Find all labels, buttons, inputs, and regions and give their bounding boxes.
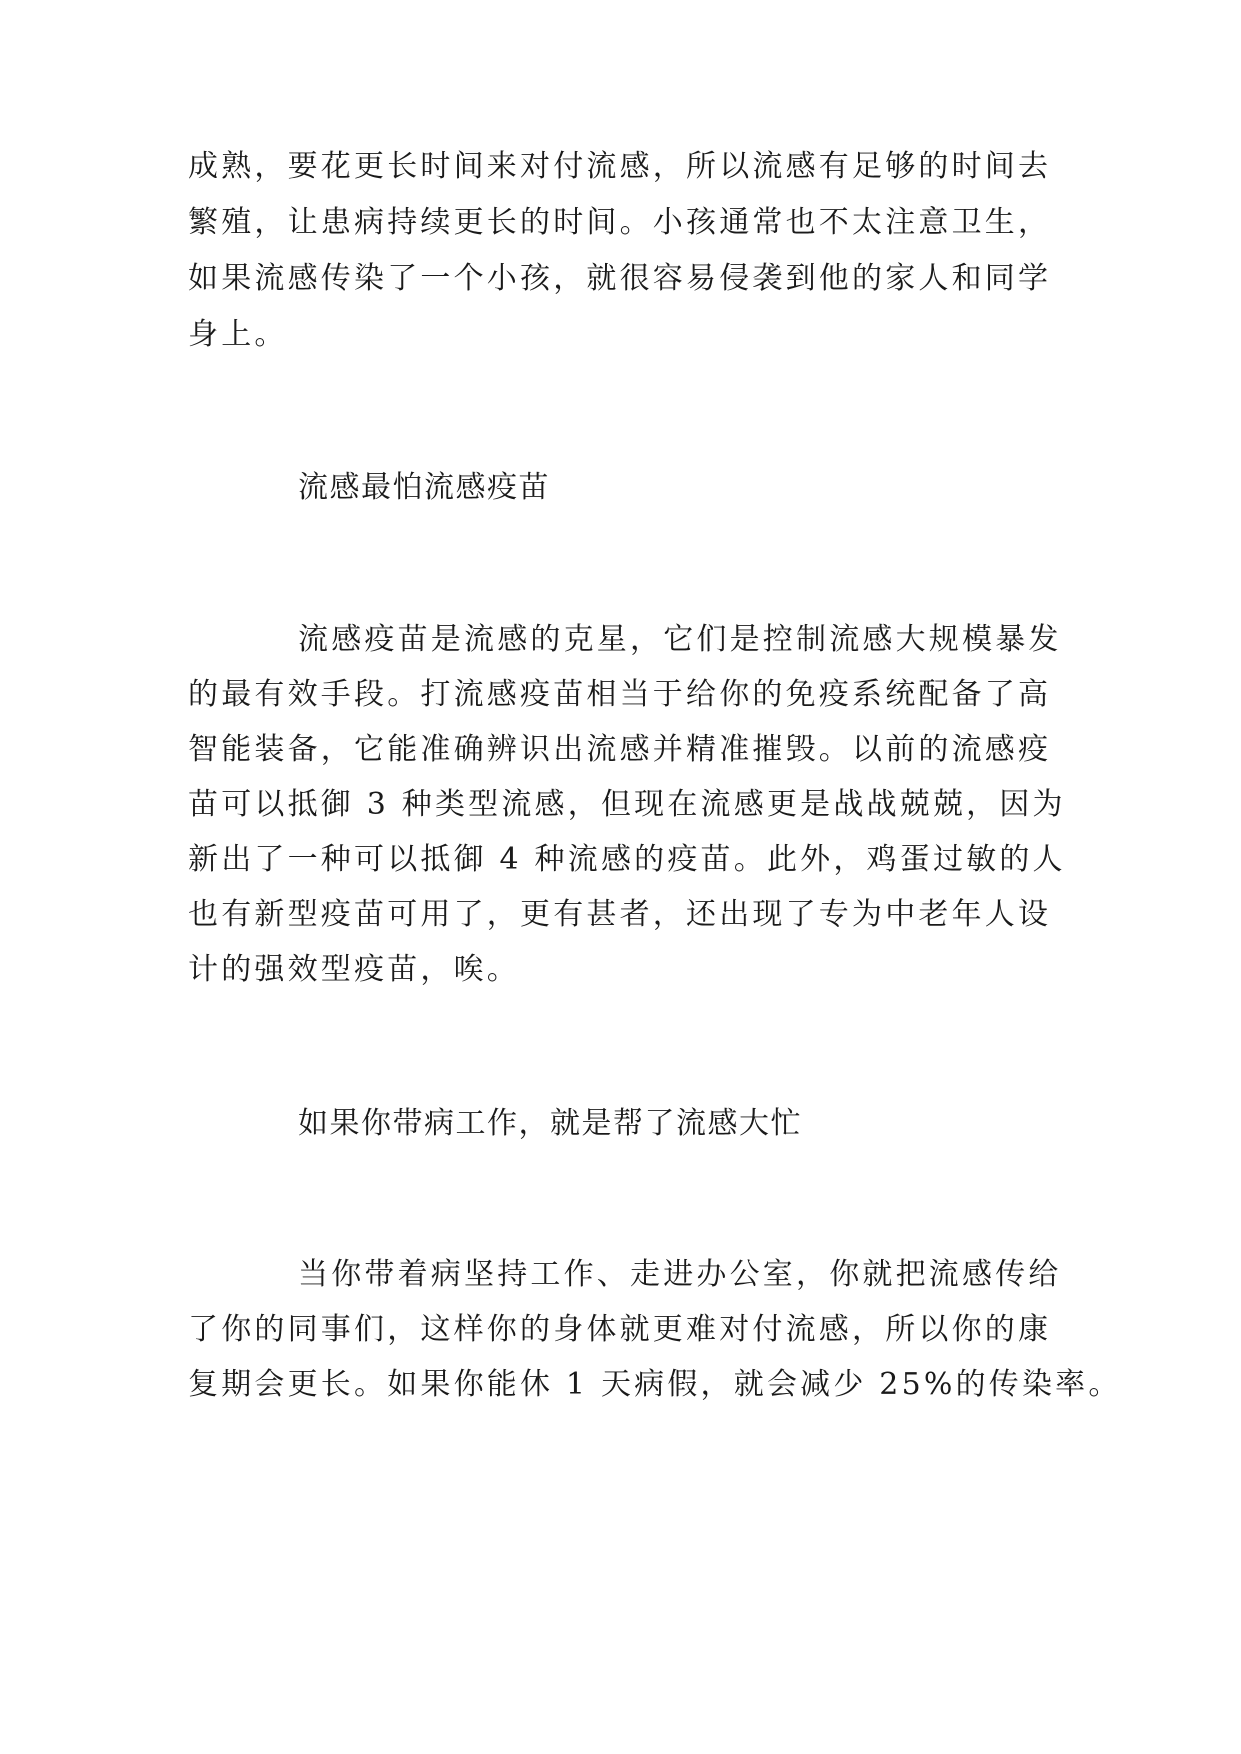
paragraph-line: 繁殖，让患病持续更长的时间。小孩通常也不太注意卫生， [188, 205, 1052, 240]
paragraph-line: 成熟，要花更长时间来对付流感，所以流感有足够的时间去 [188, 149, 1052, 184]
paragraph-line: 身上。 [188, 317, 288, 352]
section-heading: 流感最怕流感疫苗 [298, 470, 550, 505]
paragraph-line: 智能装备，它能准确辨识出流感并精准摧毁。以前的流感疫 [188, 732, 1052, 767]
paragraph-line: 复期会更长。如果你能休 1 天病假，就会减少 25%的传染率。 [188, 1367, 1122, 1402]
paragraph-line: 流感疫苗是流感的克星，它们是控制流感大规模暴发 [298, 622, 1062, 657]
paragraph-line: 当你带着病坚持工作、走进办公室，你就把流感传给 [298, 1257, 1062, 1292]
paragraph-line: 的最有效手段。打流感疫苗相当于给你的免疫系统配备了高 [188, 677, 1052, 712]
paragraph-line: 如果流感传染了一个小孩，就很容易侵袭到他的家人和同学 [188, 261, 1052, 296]
section-heading: 如果你带病工作，就是帮了流感大忙 [298, 1106, 802, 1141]
paragraph-line: 也有新型疫苗可用了，更有甚者，还出现了专为中老年人设 [188, 897, 1052, 932]
paragraph-line: 计的强效型疫苗，唉。 [188, 952, 520, 987]
paragraph-line: 了你的同事们，这样你的身体就更难对付流感，所以你的康 [188, 1312, 1052, 1347]
paragraph-line: 新出了一种可以抵御 4 种流感的疫苗。此外，鸡蛋过敏的人 [188, 842, 1066, 877]
paragraph-line: 苗可以抵御 3 种类型流感，但现在流感更是战战兢兢，因为 [188, 787, 1066, 822]
